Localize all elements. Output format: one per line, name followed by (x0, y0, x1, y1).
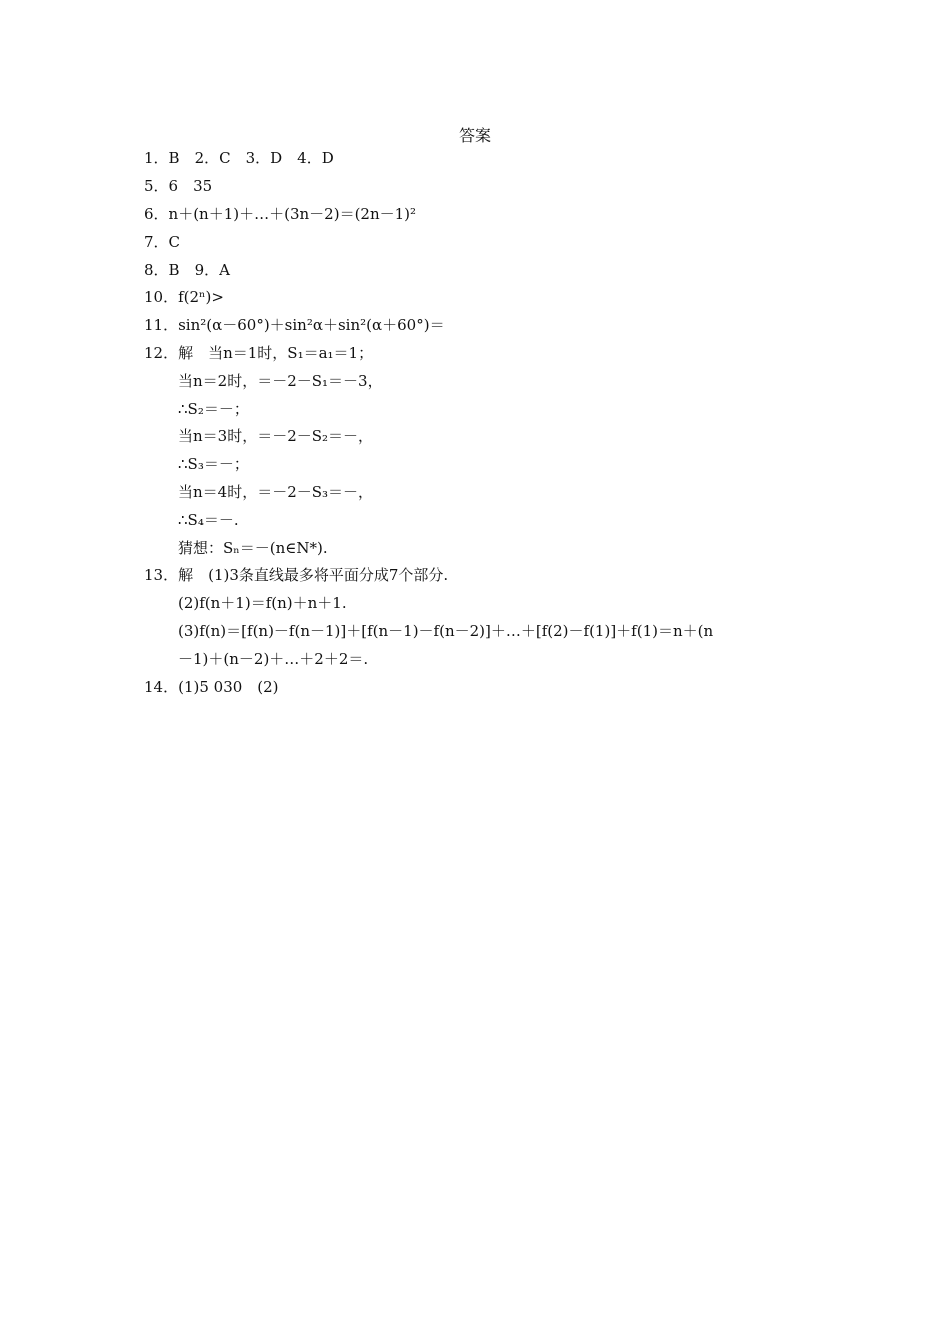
answer-1-4: 1．B 2．C 3．D 4．D (144, 149, 334, 167)
answer-14: 14．(1)5 030 (2) (144, 678, 279, 696)
answer-5: 5．6 35 (144, 177, 213, 195)
answer-12-conjecture: 猜想：Sₙ＝－(n∈N*). (178, 539, 328, 557)
answer-7: 7．C (144, 233, 181, 251)
answer-12-step: 当n＝2时，＝－2－S₁＝－3， (178, 372, 383, 390)
answer-13-intro: 13．解 (1)3条直线最多将平面分成7个部分. (144, 566, 449, 584)
page-title: 答案 (458, 126, 491, 145)
answer-8-9: 8．B 9．A (144, 261, 230, 279)
answer-10: 10．f(2ⁿ)> (144, 288, 224, 306)
answer-12-step: ∴S₃＝－； (178, 455, 249, 473)
answer-12-intro: 12．解 当n＝1时，S₁＝a₁＝1； (144, 344, 374, 362)
answer-13-part3-cont: －1)＋(n－2)＋…＋2＋2＝. (178, 650, 369, 668)
answer-6: 6．n＋(n＋1)＋…＋(3n－2)＝(2n－1)² (144, 205, 417, 223)
answer-12-step: 当n＝4时，＝－2－S₃＝－， (178, 483, 374, 501)
answer-11: 11．sin²(α－60°)＋sin²α＋sin²(α＋60°)＝ (144, 316, 445, 334)
answer-12-step: ∴S₂＝－； (178, 400, 249, 418)
answer-12-step: 当n＝3时，＝－2－S₂＝－， (178, 427, 374, 445)
answer-13-part3: (3)f(n)＝[f(n)－f(n－1)]＋[f(n－1)－f(n－2)]＋…＋[f(2)－f(1)]＋f(1)＝n＋(n (178, 622, 714, 640)
answer-12-step: ∴S₄＝－. (178, 511, 239, 529)
answer-13-part2: (2)f(n＋1)＝f(n)＋n＋1. (178, 594, 347, 612)
